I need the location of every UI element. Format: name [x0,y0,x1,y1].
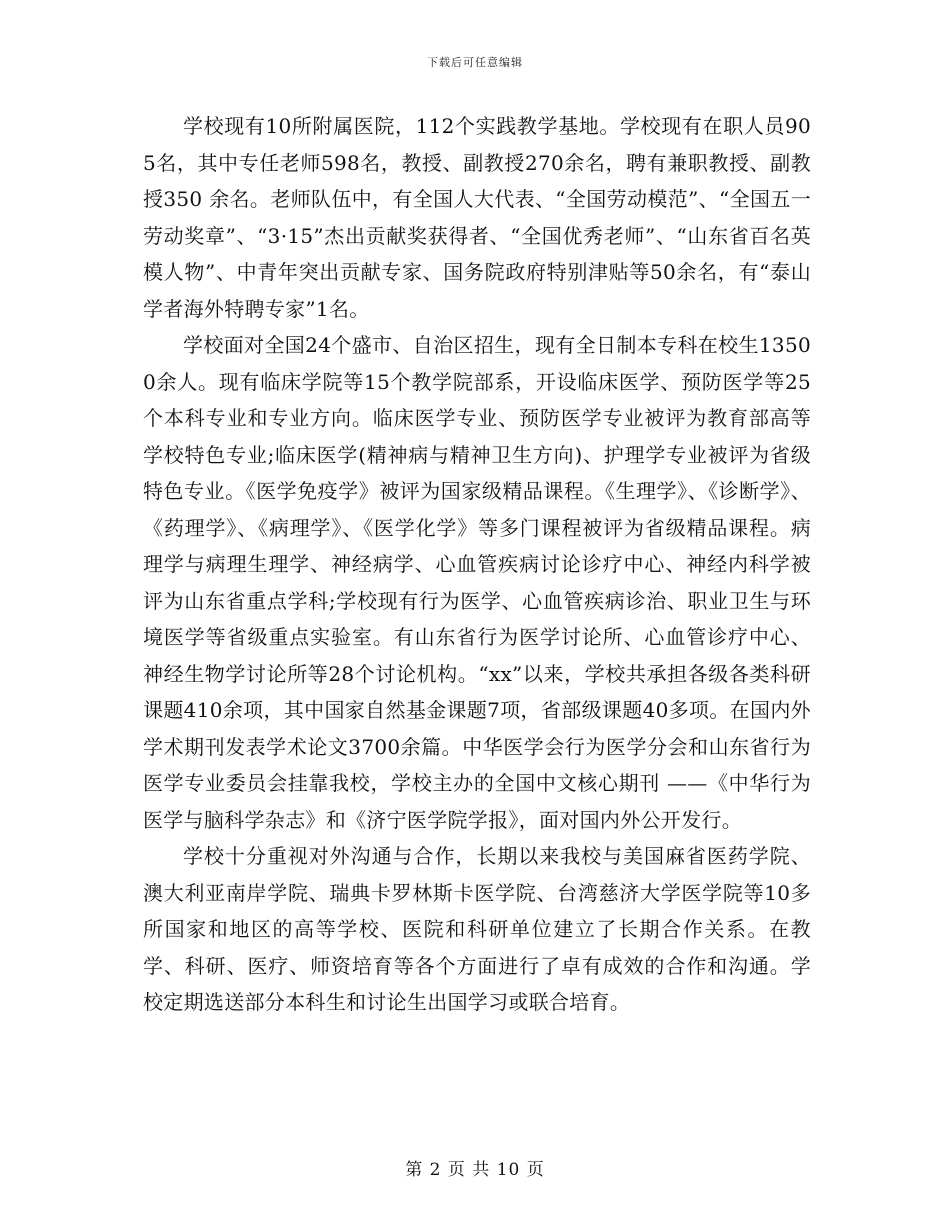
page-header: 下载后可任意编辑 [427,56,523,69]
paragraph-affiliated-hospitals: 学校现有10所附属医院，112个实践教学基地。学校现有在职人员905名，其中专任老师598名，教授、副教授270余名，聘有兼职教授、副教授350 余名。老师队伍中，有全国人大代表、“全国劳动模范”、“全国五一劳动奖章”、“3·15”杰出贡献奖获得者、“全国优秀老师”、“山东省百名英模人物”、中青年突出贡献专家、国务院政府特别津贴等50余名，有“泰山学者海外特聘专家”1名。 [143,114,811,321]
document-body [143,108,811,1021]
paragraph-enrollment-and-disciplines: 学校面对全国24个盛市、自治区招生，现有全日制本专科在校生13500余人。现有临床学院等15个教学院部系，开设临床医学、预防医学等25个本科专业和专业方向。临床医学专业、预防医学专业被评为教育部高等学校特色专业;临床医学(精神病与精神卫生方向)、护理学专业被评为省级特色专业。《医学免疫学》被评为国家级精品课程。《生理学》、《诊断学》、《药理学》、《病理学》、《医学化学》等多门课程被评为省级精品课程。病理学与病理生理学、神经病学、心血管疾病讨论诊疗中心、神经内科学被评为山东省重点学科;学校现有行为医学、心血管疾病诊治、职业卫生与环境医学等省级重点实验室。有山东省行为医学讨论所、心血管诊疗中心、神经生物学讨论所等28个讨论机构。“xx”以来，学校共承担各级各类科研课题410余项，其中国家自然基金课题7项，省部级课题40多项。在国内外学术期刊发表学术论文3700余篇。中华医学会行为医学分会和山东省行为医学专业委员会挂靠我校，学校主办的全国中文核心期刊 ——《中华行为医学与脑科学杂志》和《济宁医学院学报》，面对国内外公开发行。 [143,333,811,832]
paragraph-international-cooperation: 学校十分重视对外沟通与合作，长期以来我校与美国麻省医药学院、澳大利亚南岸学院、瑞典卡罗林斯卡医学院、台湾慈济大学医学院等10多所国家和地区的高等学校、医院和科研单位建立了长期合作关系。在教学、科研、医疗、师资培育等各个方面进行了卓有成效的合作和沟通。学校定期选送部分本科生和讨论生出国学习或联合培育。 [143,844,811,1014]
page-footer: 第 2 页 共 10 页 [405,1160,545,1180]
